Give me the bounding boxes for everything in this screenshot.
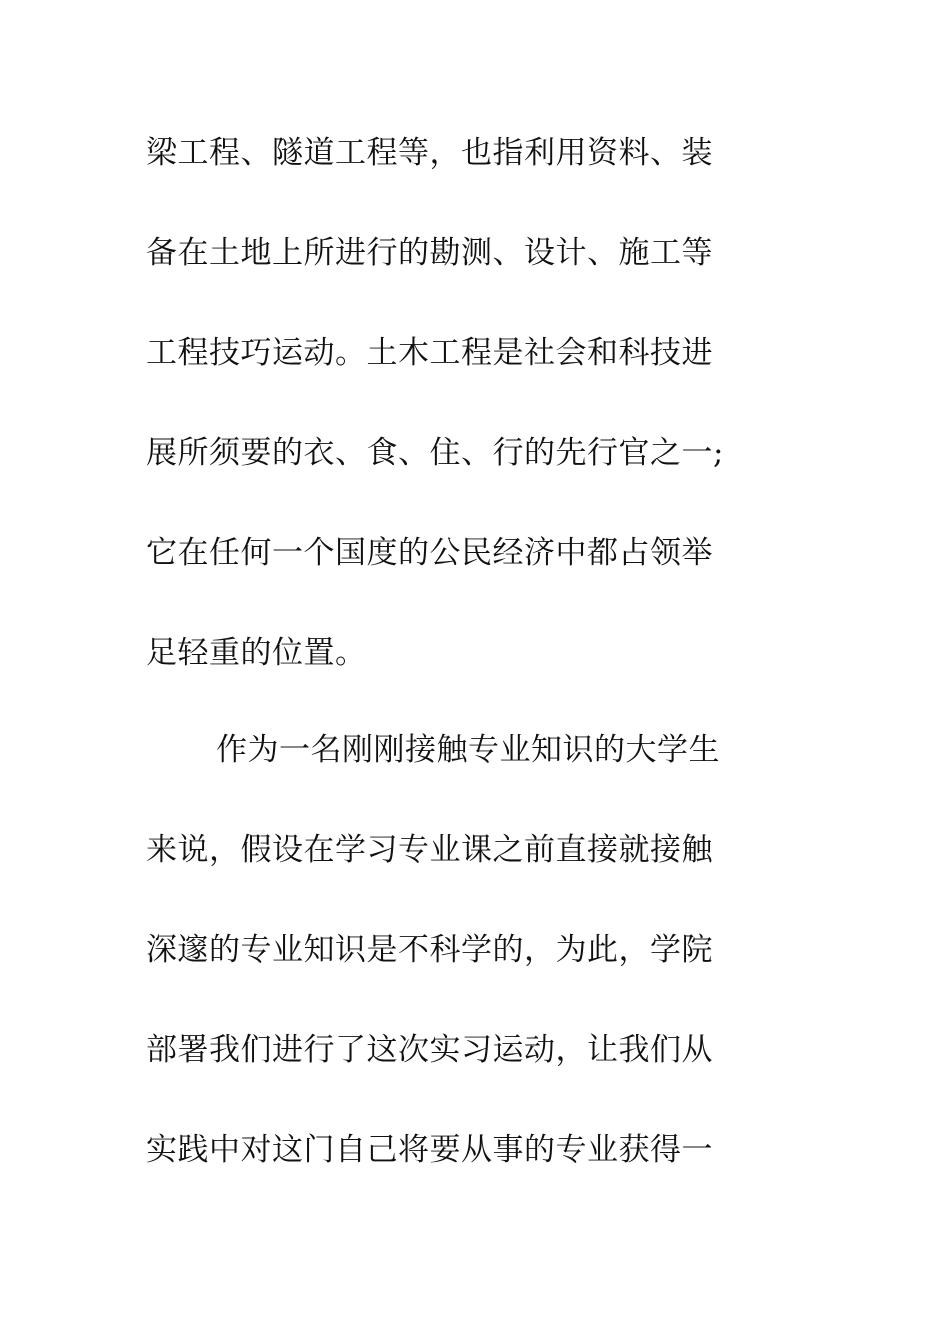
text-line: 足轻重的位置。 (146, 635, 367, 671)
text-line: 实践中对这门自己将要从事的专业获得一 (146, 1132, 713, 1168)
text-line: 梁工程、隧道工程等，也指利用资料、装 (146, 135, 713, 171)
text-line: 展所须要的衣、食、住、行的先行官之一; (146, 435, 724, 471)
text-line: 工程技巧运动。土木工程是社会和科技进 (146, 335, 713, 371)
text-line: 它在任何一个国度的公民经济中都占领举 (146, 535, 713, 571)
text-line: 深邃的专业知识是不科学的，为此，学院 (146, 932, 713, 968)
paragraph-first-line: 作为一名刚刚接触专业知识的大学生 (216, 732, 720, 768)
text-line: 备在土地上所进行的勘测、设计、施工等 (146, 235, 713, 271)
text-line: 来说，假设在学习专业课之前直接就接触 (146, 832, 713, 868)
text-line: 部署我们进行了这次实习运动，让我们从 (146, 1032, 713, 1068)
